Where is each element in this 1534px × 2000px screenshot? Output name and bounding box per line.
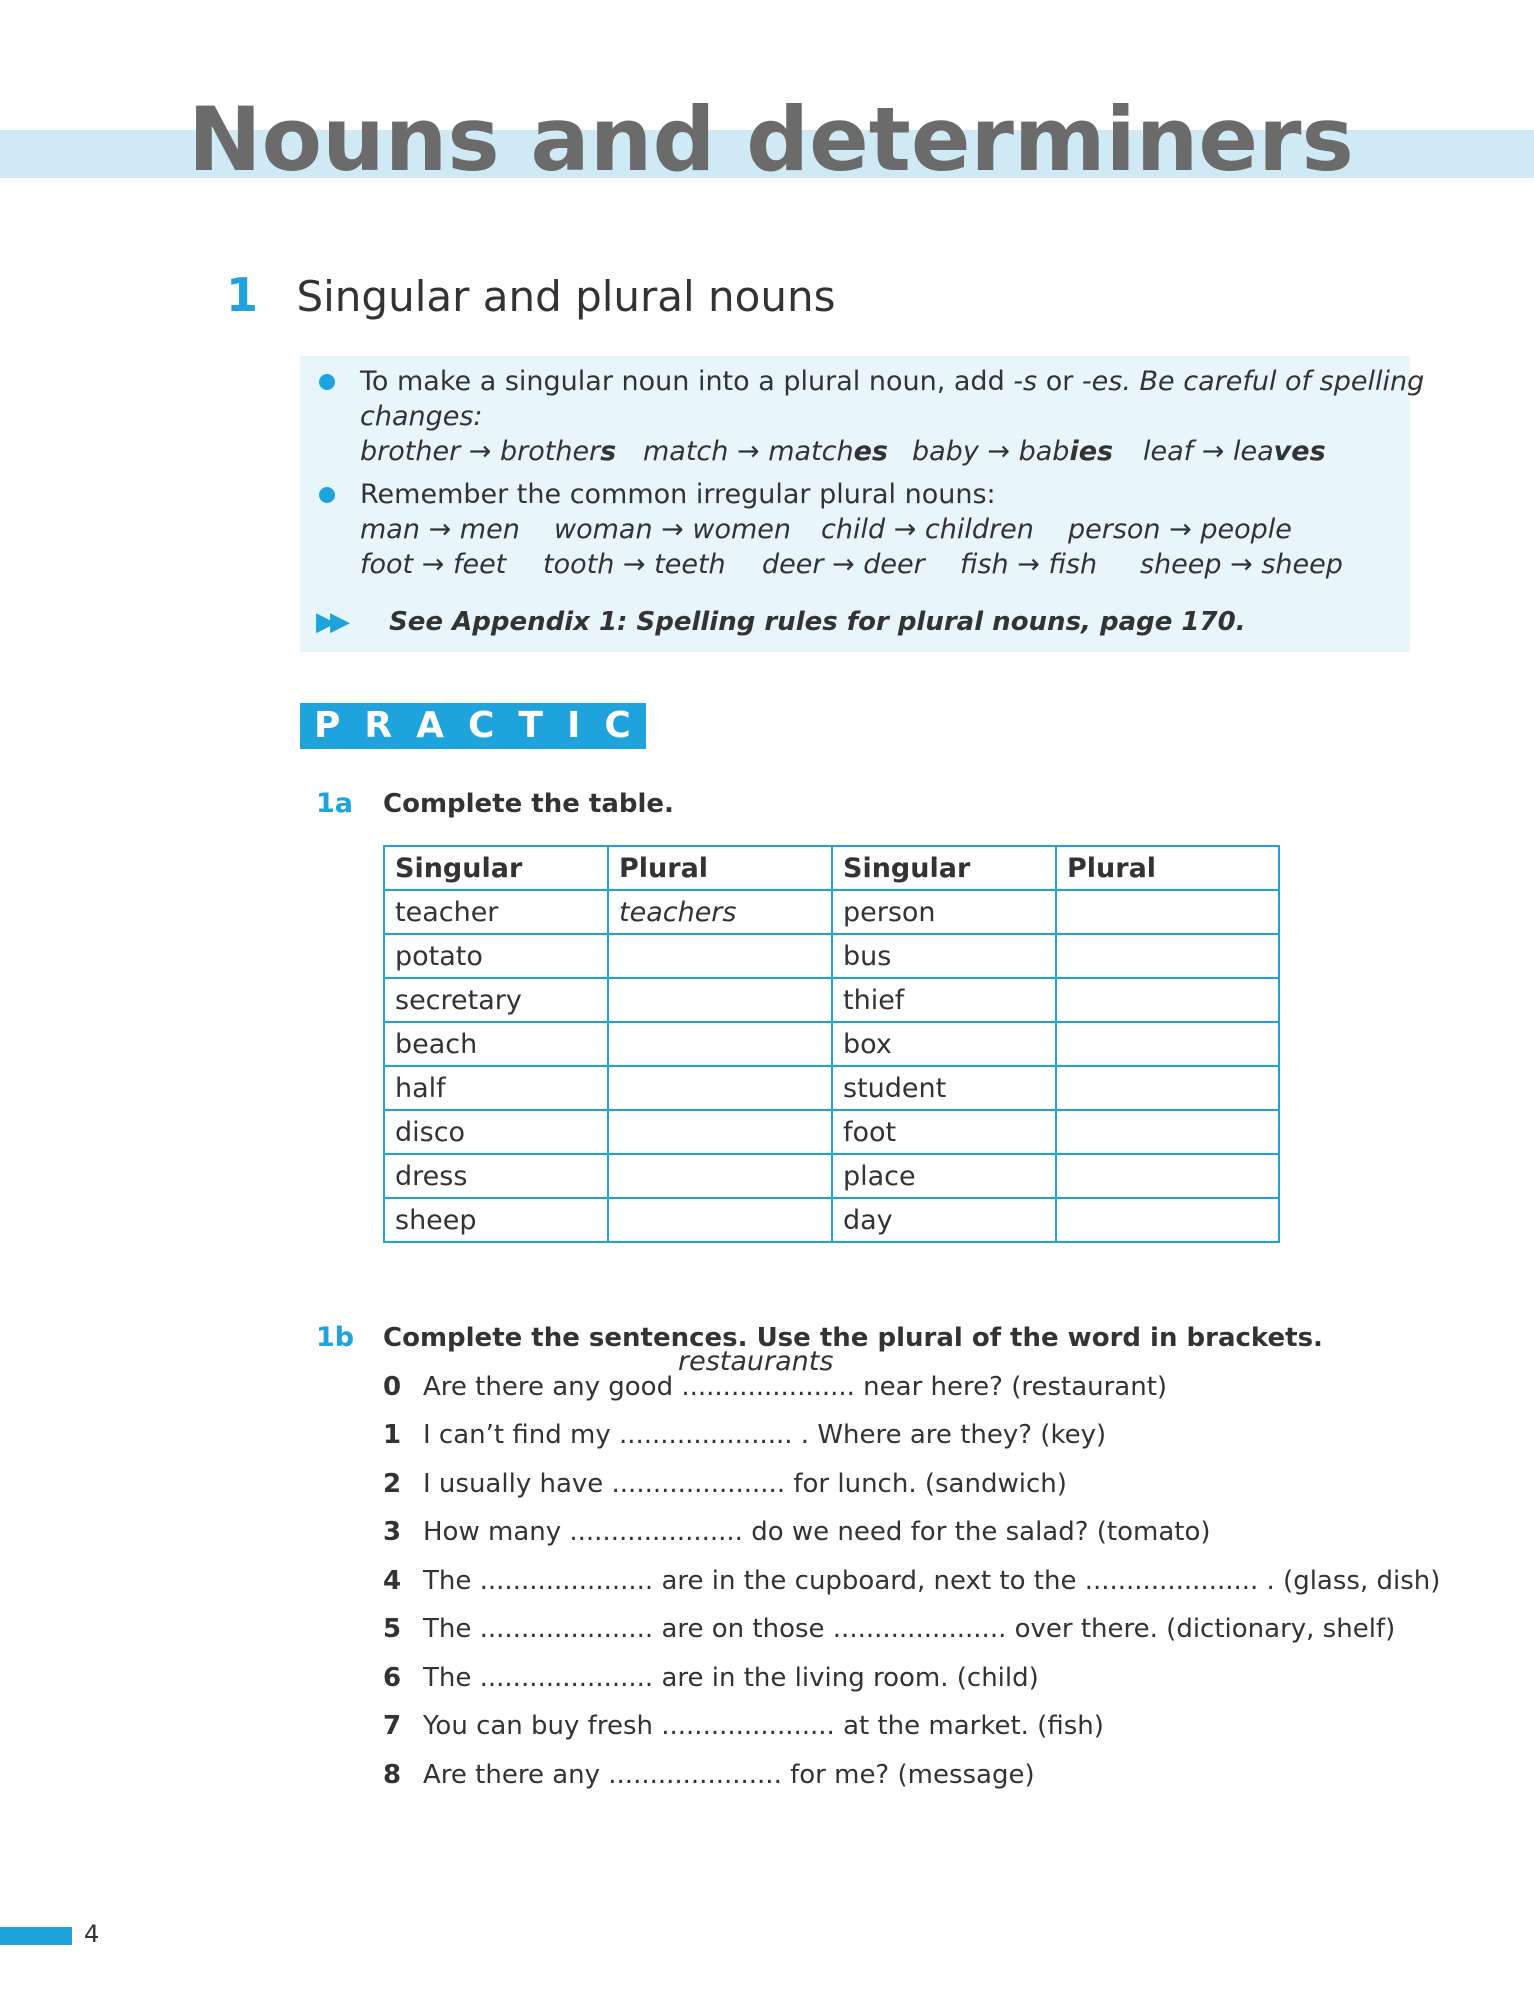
table-row — [384, 978, 1279, 1022]
plural-answer-cell[interactable] — [1056, 934, 1279, 978]
plural-answer-cell[interactable] — [608, 1198, 832, 1242]
arrow-right-icon: → — [1169, 514, 1192, 545]
sentence-number: 4 — [383, 1566, 402, 1596]
singular-cell: sheep — [384, 1198, 608, 1242]
example-to: children — [924, 514, 1034, 545]
sentence-number: 3 — [383, 1517, 402, 1547]
singular-cell: teacher — [384, 890, 608, 934]
singular-cell: half — [384, 1066, 608, 1110]
example-item — [360, 512, 520, 547]
example-item — [1140, 547, 1343, 582]
example-answer: restaurants — [678, 1346, 834, 1377]
example-stem: match — [768, 436, 854, 467]
singular-cell: bus — [832, 934, 1056, 978]
table-row — [384, 934, 1279, 978]
example-to: sheep — [1261, 549, 1343, 580]
rule-text: To make a singular noun into a plural noun, add — [360, 366, 1014, 397]
rule-1-line-1 — [360, 364, 1424, 399]
example-from: deer — [762, 549, 824, 580]
plural-answer-cell[interactable] — [608, 1022, 832, 1066]
plural-answer-cell[interactable] — [608, 978, 832, 1022]
example-item — [360, 434, 616, 469]
rule-suffix-es: -es. — [1081, 366, 1131, 397]
page-number: 4 — [84, 1920, 100, 1948]
table-row — [384, 890, 1279, 934]
table-row — [384, 1066, 1279, 1110]
example-to: teeth — [654, 549, 726, 580]
sentence-number: 7 — [383, 1711, 402, 1741]
sentence-text: Are there any good ..................... near here? (restaurant) — [423, 1372, 1168, 1402]
table-row — [384, 1198, 1279, 1242]
header-plural: Plural — [608, 846, 832, 890]
singular-cell: dress — [384, 1154, 608, 1198]
page-tab-marker — [0, 1927, 72, 1945]
example-item — [821, 512, 1034, 547]
section-heading — [226, 268, 836, 322]
section-number: 1 — [226, 268, 259, 322]
example-item — [554, 512, 791, 547]
arrow-right-icon: → — [622, 549, 646, 580]
example-suffix: s — [600, 436, 617, 467]
plural-answer-cell[interactable] — [1056, 890, 1279, 934]
singular-cell: place — [832, 1154, 1056, 1198]
plural-answer-cell[interactable] — [608, 1110, 832, 1154]
singular-cell: thief — [832, 978, 1056, 1022]
exercise-1a-number: 1a — [316, 788, 354, 819]
plural-answer-cell[interactable] — [1056, 1154, 1279, 1198]
example-item — [543, 547, 726, 582]
singular-cell: foot — [832, 1110, 1056, 1154]
table-row — [384, 1154, 1279, 1198]
nouns-table — [383, 845, 1280, 1243]
exercise-1b-instruction: Complete the sentences. Use the plural of the word in brackets. — [383, 1323, 1323, 1353]
plural-answer-cell[interactable] — [1056, 1066, 1279, 1110]
example-from: brother — [360, 436, 461, 467]
arrow-right-icon: → — [421, 549, 445, 580]
sentence-number: 2 — [383, 1469, 402, 1499]
rule-careful-note: Be careful of spelling — [1130, 366, 1425, 397]
plural-answer-cell[interactable] — [608, 1066, 832, 1110]
sentence-text: You can buy fresh ..................... at the market. (fish) — [423, 1711, 1104, 1741]
table-row — [384, 1022, 1279, 1066]
sentence-number: 8 — [383, 1760, 402, 1790]
plural-answer-cell[interactable] — [1056, 1198, 1279, 1242]
arrow-right-icon: → — [832, 549, 855, 580]
bullet-dot-icon — [319, 374, 335, 390]
sentence-text: I can’t find my ..................... . Where are they? (key) — [423, 1420, 1107, 1450]
see-appendix-note — [316, 607, 1246, 637]
arrow-right-icon: → — [893, 514, 917, 545]
singular-cell: box — [832, 1022, 1056, 1066]
plural-answer-cell[interactable] — [608, 1154, 832, 1198]
sentence-text: The ..................... are in the cupboard, next to the ..................... . (glass, dish) — [423, 1566, 1441, 1596]
example-from: child — [821, 514, 886, 545]
page-title: Nouns and determiners — [188, 88, 1354, 191]
arrow-right-icon: → — [736, 436, 760, 467]
example-from: fish — [960, 549, 1009, 580]
arrow-right-icon: → — [428, 514, 452, 545]
example-stem: bab — [1018, 436, 1070, 467]
sentence-number: 6 — [383, 1663, 402, 1693]
plural-answer-cell[interactable] — [1056, 1110, 1279, 1154]
plural-answer-cell[interactable]: teachers — [608, 890, 832, 934]
sentence-text: The ..................... are in the living room. (child) — [423, 1663, 1039, 1693]
see-appendix-text: See Appendix 1: Spelling rules for plural nouns, page 170. — [389, 607, 1246, 637]
example-item — [960, 547, 1097, 582]
fast-forward-icon: ▶▶ — [316, 607, 344, 637]
example-item — [762, 547, 925, 582]
arrow-right-icon: → — [1201, 436, 1225, 467]
exercise-1b-number: 1b — [316, 1322, 355, 1353]
sentence-number: 5 — [383, 1614, 402, 1644]
singular-cell: beach — [384, 1022, 608, 1066]
example-from: leaf — [1143, 436, 1194, 467]
example-item — [912, 434, 1113, 469]
example-to: feet — [452, 549, 507, 580]
bullet-dot-icon — [319, 487, 335, 503]
singular-cell: disco — [384, 1110, 608, 1154]
arrow-right-icon: → — [1230, 549, 1253, 580]
sentence-text: Are there any ..................... for me? (message) — [423, 1760, 1035, 1790]
example-to: fish — [1048, 549, 1098, 580]
singular-cell: secretary — [384, 978, 608, 1022]
rule-1-line-2: changes: — [360, 401, 483, 432]
sentence-text: I usually have ..................... for lunch. (sandwich) — [423, 1469, 1067, 1499]
example-from: sheep — [1140, 549, 1222, 580]
example-from: person — [1068, 514, 1161, 545]
example-suffix: ies — [1069, 436, 1114, 467]
rule-text-or: or — [1037, 366, 1082, 397]
sentence-number: 0 — [383, 1372, 402, 1402]
example-from: baby — [912, 436, 979, 467]
example-to: deer — [863, 549, 925, 580]
sentence-number: 1 — [383, 1420, 402, 1450]
example-item — [643, 434, 888, 469]
example-suffix: ves — [1273, 436, 1326, 467]
example-from: foot — [360, 549, 414, 580]
example-suffix: es — [853, 436, 888, 467]
example-item — [1143, 434, 1326, 469]
practice-label: PRACTICE — [300, 703, 646, 749]
table-header-row — [384, 846, 1279, 890]
example-stem: brother — [499, 436, 601, 467]
singular-cell: day — [832, 1198, 1056, 1242]
section-title: Singular and plural nouns — [296, 272, 836, 321]
example-item — [1068, 512, 1292, 547]
arrow-right-icon: → — [661, 514, 684, 545]
singular-cell: student — [832, 1066, 1056, 1110]
singular-cell: potato — [384, 934, 608, 978]
plural-answer-cell[interactable] — [608, 934, 832, 978]
header-singular: Singular — [384, 846, 608, 890]
sentence-text: How many ..................... do we need for the salad? (tomato) — [423, 1517, 1211, 1547]
rule-suffix-s: -s — [1013, 366, 1038, 397]
example-item — [360, 547, 506, 582]
rule-2: Remember the common irregular plural nouns: — [360, 479, 996, 510]
example-from: woman — [554, 514, 653, 545]
header-singular: Singular — [832, 846, 1056, 890]
example-from: match — [643, 436, 729, 467]
example-from: man — [360, 514, 420, 545]
example-from: tooth — [543, 549, 615, 580]
sentence-text: The ..................... are on those ..................... over there. (dictionary, shelf) — [423, 1614, 1396, 1644]
plural-answer-cell[interactable] — [1056, 1022, 1279, 1066]
table-row — [384, 1110, 1279, 1154]
arrow-right-icon: → — [1017, 549, 1040, 580]
arrow-right-icon: → — [987, 436, 1011, 467]
example-to: men — [459, 514, 520, 545]
example-to: people — [1200, 514, 1292, 545]
exercise-1a-instruction: Complete the table. — [383, 789, 674, 819]
example-to: women — [692, 514, 792, 545]
singular-cell: person — [832, 890, 1056, 934]
example-stem: lea — [1232, 436, 1274, 467]
plural-answer-cell[interactable] — [1056, 978, 1279, 1022]
header-plural: Plural — [1056, 846, 1279, 890]
arrow-right-icon: → — [468, 436, 492, 467]
